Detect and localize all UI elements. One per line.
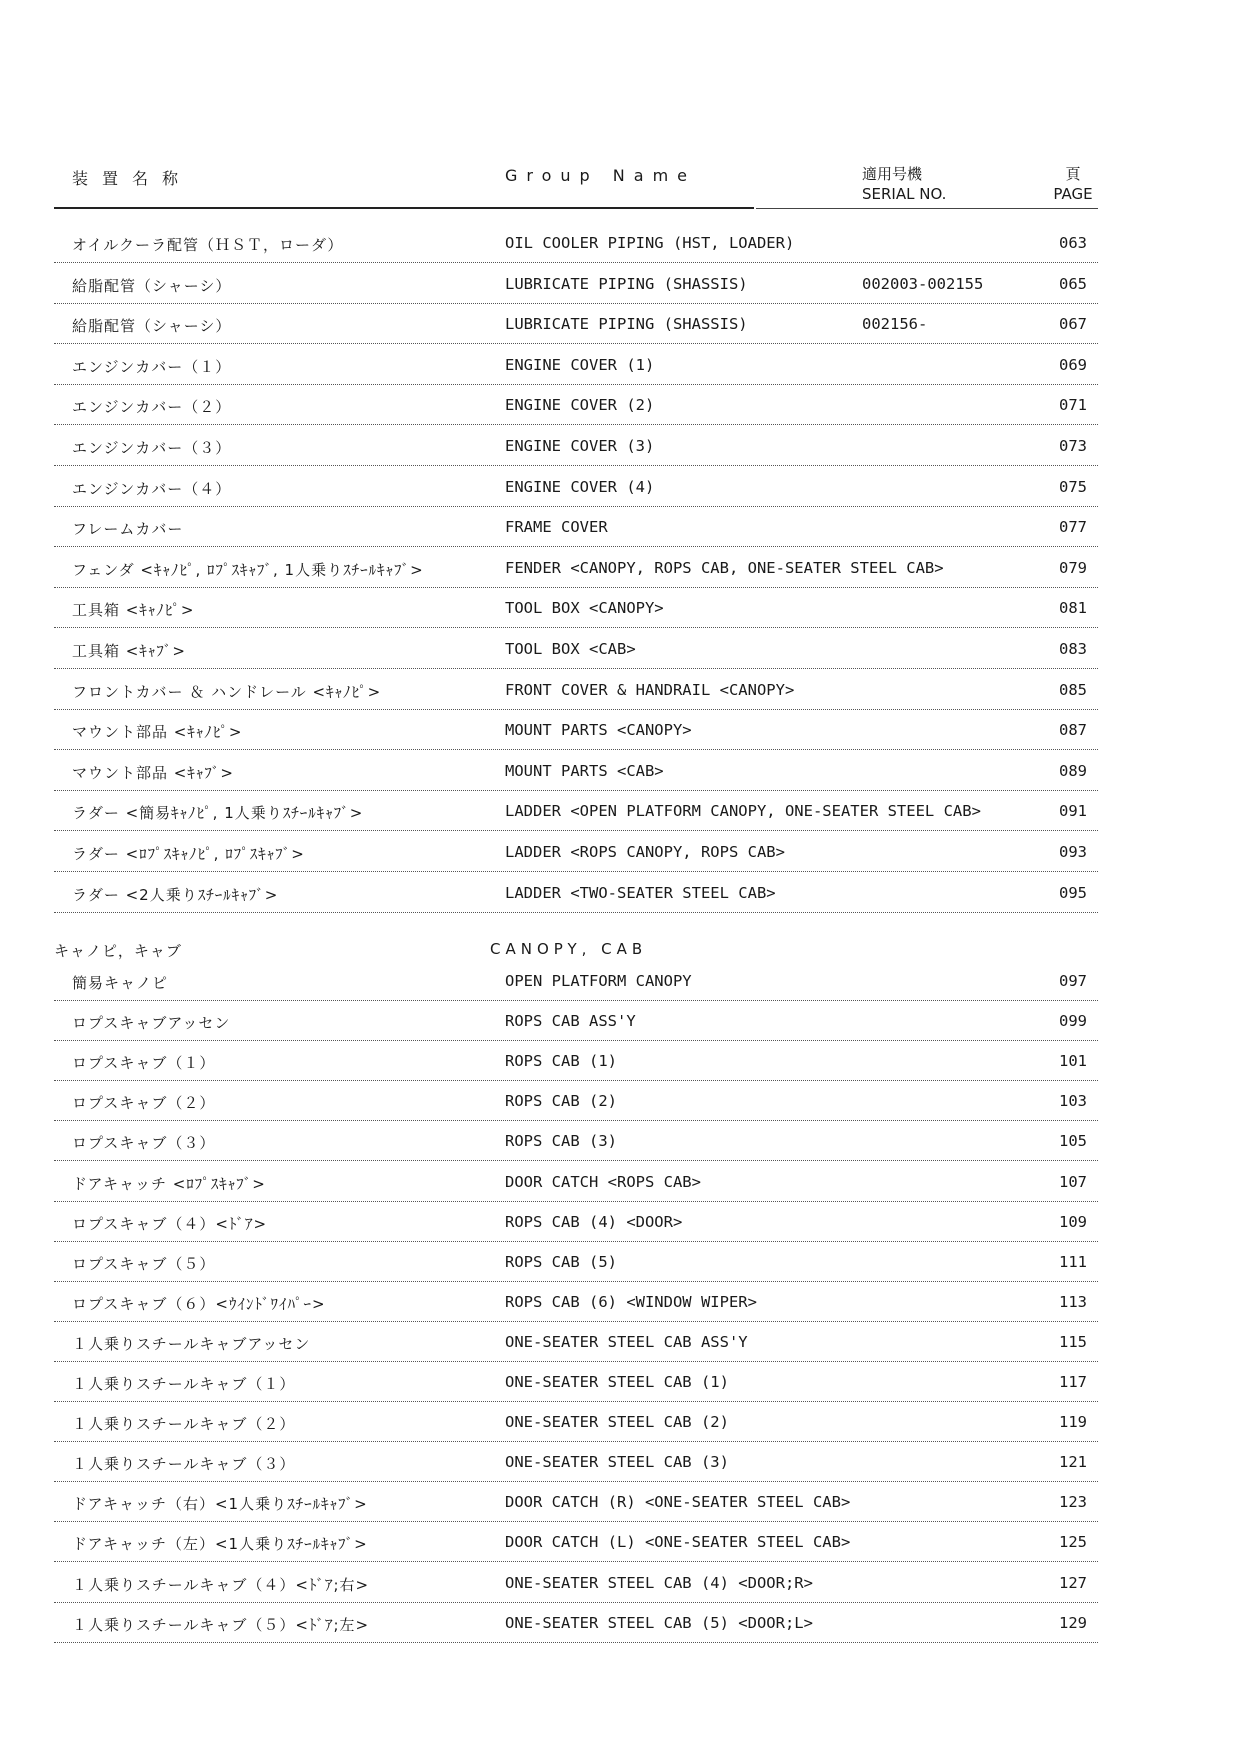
row-divider (54, 1361, 1098, 1362)
header-page-en: PAGE (1053, 185, 1093, 203)
row-divider (54, 1481, 1098, 1482)
row-page-no: 087 (1059, 721, 1087, 740)
row-group-name: ROPS CAB (2) (505, 1092, 617, 1111)
row-page-no: 129 (1059, 1613, 1087, 1632)
row-group-name: FENDER <CANOPY, ROPS CAB, ONE-SEATER STEEL CAB> (505, 558, 944, 577)
row-group-name: ROPS CAB (1) (505, 1052, 617, 1071)
row-page-no: 119 (1059, 1413, 1087, 1432)
table-row (0, 1243, 1241, 1283)
row-divider (54, 912, 1098, 913)
row-page-no: 123 (1059, 1493, 1087, 1512)
row-group-name: ONE-SEATER STEEL CAB (4) <DOOR;R> (505, 1573, 813, 1592)
row-divider (54, 1281, 1098, 1282)
row-serial-no: 002156- (862, 315, 928, 334)
row-jp-name: ロプスキャブアッセン (72, 1014, 231, 1033)
row-group-name: OIL COOLER PIPING (HST, LOADER) (505, 234, 795, 252)
row-group-name: ROPS CAB (5) (505, 1252, 617, 1271)
row-divider (54, 1602, 1098, 1603)
row-divider (54, 790, 1098, 791)
row-group-name: OPEN PLATFORM CANOPY (505, 972, 692, 990)
table-row (0, 962, 1241, 1002)
row-divider (54, 1040, 1098, 1041)
row-jp-name: ロプスキャブ（２） (72, 1094, 216, 1113)
table-row (0, 224, 1241, 264)
row-group-name: LADDER <ROPS CANOPY, ROPS CAB> (505, 843, 785, 861)
table-row (0, 874, 1241, 914)
row-page-no: 065 (1059, 274, 1087, 293)
row-divider (54, 1441, 1098, 1442)
row-group-name: DOOR CATCH (L) <ONE-SEATER STEEL CAB> (505, 1533, 851, 1552)
row-jp-name: オイルクーラ配管（ＨＳＴ，ローダ） (72, 236, 344, 254)
table-row (0, 589, 1241, 629)
row-jp-name: 給脂配管（シャーシ） (72, 276, 232, 295)
table-row (0, 1002, 1241, 1042)
header-page (1050, 164, 1096, 204)
table-row (0, 1122, 1241, 1162)
row-divider (54, 830, 1098, 831)
row-divider (54, 343, 1098, 344)
row-divider (54, 1000, 1098, 1001)
header-divider (54, 207, 754, 209)
row-jp-name: １人乗りスチールキャブ（２） (72, 1415, 296, 1434)
row-group-name: ROPS CAB (6) <WINDOW WIPER> (505, 1292, 757, 1311)
row-group-name: TOOL BOX <CAB> (505, 640, 636, 658)
table-row (0, 630, 1241, 670)
header-jp-label: 装置名称 (72, 169, 193, 188)
table-row (0, 752, 1241, 792)
row-divider (54, 1160, 1098, 1161)
row-divider (54, 627, 1098, 628)
row-jp-name: エンジンカバー（３） (72, 439, 232, 457)
row-divider (54, 1080, 1098, 1081)
table-row (0, 1082, 1241, 1122)
row-jp-name: フレームカバー (72, 520, 184, 539)
row-group-name: ONE-SEATER STEEL CAB (1) (505, 1373, 729, 1391)
table-row (0, 386, 1241, 426)
header-page-jp: 頁 (1065, 165, 1081, 183)
row-group-name: MOUNT PARTS <CANOPY> (505, 721, 692, 740)
row-divider (54, 1201, 1098, 1202)
row-page-no: 067 (1059, 315, 1087, 334)
table-row (0, 265, 1241, 305)
row-jp-name: １人乗りスチールキャブ（１） (72, 1375, 296, 1393)
table-row (0, 1403, 1241, 1443)
row-jp-name: ドアキャッチ <ﾛﾌﾟｽｷｬﾌﾞ> (72, 1174, 266, 1193)
row-page-no: 081 (1059, 599, 1087, 618)
row-group-name: DOOR CATCH <ROPS CAB> (505, 1172, 701, 1191)
table-row (0, 1323, 1241, 1363)
row-group-name: ONE-SEATER STEEL CAB (5) <DOOR;L> (505, 1613, 813, 1632)
row-group-name: DOOR CATCH (R) <ONE-SEATER STEEL CAB> (505, 1493, 851, 1512)
table-row (0, 346, 1241, 386)
row-serial-no: 002003-002155 (862, 274, 984, 293)
row-jp-name: １人乗りスチールキャブ（５）<ﾄﾞｱ;左> (72, 1615, 370, 1634)
row-divider (54, 709, 1098, 710)
row-jp-name: マウント部品 <ｷｬﾉﾋﾟ> (72, 723, 243, 742)
row-page-no: 107 (1059, 1172, 1087, 1191)
row-divider (54, 1642, 1098, 1643)
row-group-name: ONE-SEATER STEEL CAB (3) (505, 1453, 729, 1472)
row-jp-name: エンジンカバー（２） (72, 398, 232, 417)
table-row (0, 1564, 1241, 1604)
row-page-no: 083 (1059, 640, 1087, 658)
row-jp-name: フロントカバー ＆ ハンドレール <ｷｬﾉﾋﾟ> (72, 682, 382, 701)
row-jp-name: ロプスキャブ（４）<ﾄﾞｱ> (72, 1214, 268, 1233)
row-group-name: TOOL BOX <CANOPY> (505, 599, 664, 618)
row-divider (54, 587, 1098, 588)
row-page-no: 101 (1059, 1052, 1087, 1071)
row-jp-name: ラダー <ﾛﾌﾟｽｷｬﾉﾋﾟ, ﾛﾌﾟｽｷｬﾌﾞ> (72, 845, 305, 863)
table-header (0, 162, 1241, 212)
table-row (0, 1483, 1241, 1523)
row-group-name: ENGINE COVER (3) (505, 437, 655, 455)
row-divider (54, 1521, 1098, 1522)
row-page-no: 121 (1059, 1453, 1087, 1472)
row-divider (54, 871, 1098, 872)
section-title-en: CANOPY, CAB (490, 940, 648, 958)
row-jp-name: ロプスキャブ（６）<ｳｲﾝﾄﾞﾜｲﾊﾟｰ> (72, 1294, 326, 1313)
row-page-no: 073 (1059, 437, 1087, 455)
row-jp-name: １人乗りスチールキャブ（３） (72, 1455, 296, 1474)
table-row (0, 1523, 1241, 1563)
row-jp-name: 工具箱 <ｷｬﾉﾋﾟ> (72, 601, 195, 620)
header-serial-en: SERIAL NO. (862, 185, 947, 203)
table-row (0, 427, 1241, 467)
row-group-name: LUBRICATE PIPING (SHASSIS) (505, 315, 748, 334)
row-group-name: ROPS CAB (3) (505, 1132, 617, 1151)
row-group-name: ENGINE COVER (4) (505, 477, 655, 496)
header-serial-jp: 適用号機 (862, 165, 923, 183)
table-row (0, 1443, 1241, 1483)
row-divider (54, 384, 1098, 385)
row-page-no: 075 (1059, 477, 1087, 496)
row-jp-name: １人乗りスチールキャブ（４）<ﾄﾞｱ;右> (72, 1575, 370, 1594)
table-row (0, 1163, 1241, 1203)
row-page-no: 125 (1059, 1533, 1087, 1552)
row-page-no: 063 (1059, 234, 1087, 252)
table-row (0, 833, 1241, 873)
row-group-name: ONE-SEATER STEEL CAB (2) (505, 1413, 729, 1432)
row-page-no: 091 (1059, 802, 1087, 821)
header-divider-right (756, 208, 1098, 209)
row-jp-name: ロプスキャブ（３） (72, 1134, 216, 1153)
row-jp-name: エンジンカバー（４） (72, 479, 232, 498)
row-group-name: FRONT COVER & HANDRAIL <CANOPY> (505, 680, 795, 699)
row-page-no: 069 (1059, 355, 1087, 374)
row-page-no: 093 (1059, 843, 1087, 861)
row-page-no: 089 (1059, 761, 1087, 780)
row-group-name: ROPS CAB (4) <DOOR> (505, 1212, 683, 1231)
row-page-no: 109 (1059, 1212, 1087, 1231)
row-jp-name: マウント部品 <ｷｬﾌﾞ> (72, 763, 234, 782)
row-jp-name: 簡易キャノピ (72, 974, 169, 992)
table-row (0, 1203, 1241, 1243)
row-divider (54, 668, 1098, 669)
table-row (0, 305, 1241, 345)
row-page-no: 115 (1059, 1332, 1087, 1351)
row-group-name: ENGINE COVER (2) (505, 396, 655, 415)
row-group-name: LADDER <OPEN PLATFORM CANOPY, ONE-SEATER STEEL CAB> (505, 802, 981, 821)
row-page-no: 111 (1059, 1252, 1087, 1271)
row-divider (54, 1561, 1098, 1562)
row-divider (54, 1401, 1098, 1402)
row-jp-name: フェンダ <ｷｬﾉﾋﾟ, ﾛﾌﾟｽｷｬﾌﾞ, 1人乗りｽﾁｰﾙｷｬﾌﾞ> (72, 560, 424, 579)
row-page-no: 103 (1059, 1092, 1087, 1111)
row-group-name: LUBRICATE PIPING (SHASSIS) (505, 274, 748, 293)
row-jp-name: ロプスキャブ（１） (72, 1054, 216, 1073)
header-serial (862, 164, 946, 204)
row-page-no: 097 (1059, 972, 1087, 990)
table-row (0, 1283, 1241, 1323)
table-row (0, 1042, 1241, 1082)
table-row (0, 671, 1241, 711)
row-jp-name: ラダー <簡易ｷｬﾉﾋﾟ, 1人乗りｽﾁｰﾙｷｬﾌﾞ> (72, 804, 364, 823)
row-page-no: 079 (1059, 558, 1087, 577)
row-divider (54, 506, 1098, 507)
row-jp-name: ドアキャッチ（左）<1人乗りｽﾁｰﾙｷｬﾌﾞ> (72, 1535, 368, 1554)
row-group-name: ROPS CAB ASS'Y (505, 1012, 636, 1031)
row-page-no: 071 (1059, 396, 1087, 415)
row-divider (54, 546, 1098, 547)
row-page-no: 113 (1059, 1292, 1087, 1311)
row-divider (54, 749, 1098, 750)
row-page-no: 127 (1059, 1573, 1087, 1592)
row-jp-name: 給脂配管（シャーシ） (72, 317, 232, 336)
table-row (0, 1604, 1241, 1644)
row-divider (54, 1120, 1098, 1121)
table-row (0, 711, 1241, 751)
header-group-name: Group Name (505, 166, 696, 185)
section-heading (0, 940, 1241, 964)
section-title-jp: キャノピ，キャブ (54, 942, 182, 960)
row-page-no: 099 (1059, 1012, 1087, 1031)
row-jp-name: エンジンカバー（１） (72, 357, 232, 376)
row-page-no: 117 (1059, 1373, 1087, 1391)
table-row (0, 792, 1241, 832)
row-group-name: MOUNT PARTS <CAB> (505, 761, 664, 780)
row-divider (54, 1241, 1098, 1242)
row-jp-name: ラダー <2人乗りｽﾁｰﾙｷｬﾌﾞ> (72, 885, 279, 904)
table-row (0, 549, 1241, 589)
row-group-name: FRAME COVER (505, 518, 608, 537)
row-jp-name: ロプスキャブ（５） (72, 1254, 216, 1273)
row-jp-name: ドアキャッチ（右）<1人乗りｽﾁｰﾙｷｬﾌﾞ> (72, 1495, 368, 1514)
row-divider (54, 262, 1098, 263)
row-group-name: ENGINE COVER (1) (505, 355, 655, 374)
row-jp-name: 工具箱 <ｷｬﾌﾞ> (72, 642, 186, 660)
row-divider (54, 303, 1098, 304)
row-group-name: ONE-SEATER STEEL CAB ASS'Y (505, 1332, 748, 1351)
row-page-no: 095 (1059, 883, 1087, 902)
row-jp-name: １人乗りスチールキャブアッセン (72, 1334, 311, 1353)
row-divider (54, 1321, 1098, 1322)
row-group-name: LADDER <TWO-SEATER STEEL CAB> (505, 883, 776, 902)
row-page-no: 077 (1059, 518, 1087, 537)
table-row (0, 508, 1241, 548)
table-row (0, 1363, 1241, 1403)
row-divider (54, 465, 1098, 466)
row-divider (54, 424, 1098, 425)
table-row (0, 468, 1241, 508)
row-page-no: 105 (1059, 1132, 1087, 1151)
row-page-no: 085 (1059, 680, 1087, 699)
